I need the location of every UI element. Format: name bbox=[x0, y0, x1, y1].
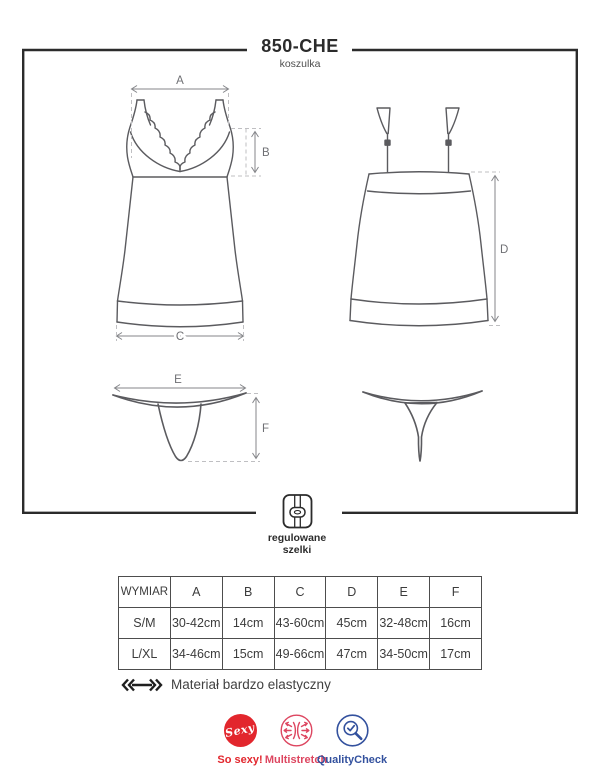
size-table-row-sm bbox=[119, 608, 482, 639]
sexy-stamp-icon bbox=[224, 714, 257, 747]
badge-so-sexy bbox=[212, 714, 268, 766]
dim-label-b: B bbox=[262, 147, 270, 159]
strap-note bbox=[237, 533, 357, 556]
size-cell: L/XL bbox=[119, 639, 171, 670]
badge-label-multistretch: Multistretch bbox=[264, 754, 328, 766]
table-header-cell: WYMIAR bbox=[119, 577, 171, 608]
table-cell: 16cm bbox=[430, 608, 482, 639]
adjustable-strap-icon bbox=[284, 495, 312, 528]
material-note-row bbox=[119, 677, 331, 692]
dim-label-f: F bbox=[262, 423, 270, 435]
table-cell: 14cm bbox=[222, 608, 274, 639]
table-header-cell: F bbox=[430, 577, 482, 608]
table-cell: 17cm bbox=[430, 639, 482, 670]
thong-front-view bbox=[113, 393, 246, 461]
table-cell: 49-66cm bbox=[274, 639, 326, 670]
table-header-cell: A bbox=[170, 577, 222, 608]
multistretch-icon bbox=[280, 714, 313, 747]
table-header-cell: E bbox=[378, 577, 430, 608]
stretch-arrows-icon bbox=[119, 678, 165, 692]
table-cell: 34-50cm bbox=[378, 639, 430, 670]
size-table bbox=[118, 576, 482, 670]
table-header-cell: B bbox=[222, 577, 274, 608]
table-header-cell: D bbox=[326, 577, 378, 608]
quality-check-icon bbox=[336, 714, 369, 747]
chemise-front-view bbox=[117, 100, 243, 327]
dim-label-a: A bbox=[176, 75, 184, 87]
table-cell: 47cm bbox=[326, 639, 378, 670]
strap-slider-left bbox=[384, 140, 390, 146]
dimension-labels bbox=[174, 75, 508, 435]
thong-back-view bbox=[363, 391, 482, 462]
page-title: 850-CHE bbox=[261, 36, 339, 56]
table-cell: 15cm bbox=[222, 639, 274, 670]
material-note-text: Materiał bardzo elastyczny bbox=[171, 677, 331, 692]
page-subtitle: koszulka bbox=[279, 58, 321, 70]
chemise-back-view bbox=[350, 108, 488, 326]
badge-qualitycheck bbox=[316, 714, 388, 766]
table-cell: 43-60cm bbox=[274, 608, 326, 639]
dim-label-e: E bbox=[174, 374, 182, 386]
table-cell: 32-48cm bbox=[378, 608, 430, 639]
badge-label-so-sexy: So sexy! bbox=[217, 754, 263, 766]
dim-label-c: C bbox=[175, 331, 185, 343]
badge-label-qualitycheck: QualityCheck bbox=[316, 754, 388, 766]
table-header-cell: C bbox=[274, 577, 326, 608]
table-cell: 34-46cm bbox=[170, 639, 222, 670]
size-cell: S/M bbox=[119, 608, 171, 639]
badge-multistretch bbox=[264, 714, 328, 766]
size-table-header-row bbox=[119, 577, 482, 608]
table-cell: 30-42cm bbox=[170, 608, 222, 639]
dim-label-d: D bbox=[500, 244, 509, 256]
strap-note-line2: szelki bbox=[282, 543, 312, 556]
title-block bbox=[0, 37, 600, 70]
diagram-frame bbox=[23, 50, 577, 513]
table-cell: 45cm bbox=[326, 608, 378, 639]
size-table-row-lxl bbox=[119, 639, 482, 670]
strap-note-line1: regulowane bbox=[267, 532, 327, 544]
sexy-stamp-text: Sexy bbox=[224, 721, 256, 740]
certification-badges bbox=[212, 714, 388, 766]
strap-slider-right bbox=[445, 140, 451, 146]
